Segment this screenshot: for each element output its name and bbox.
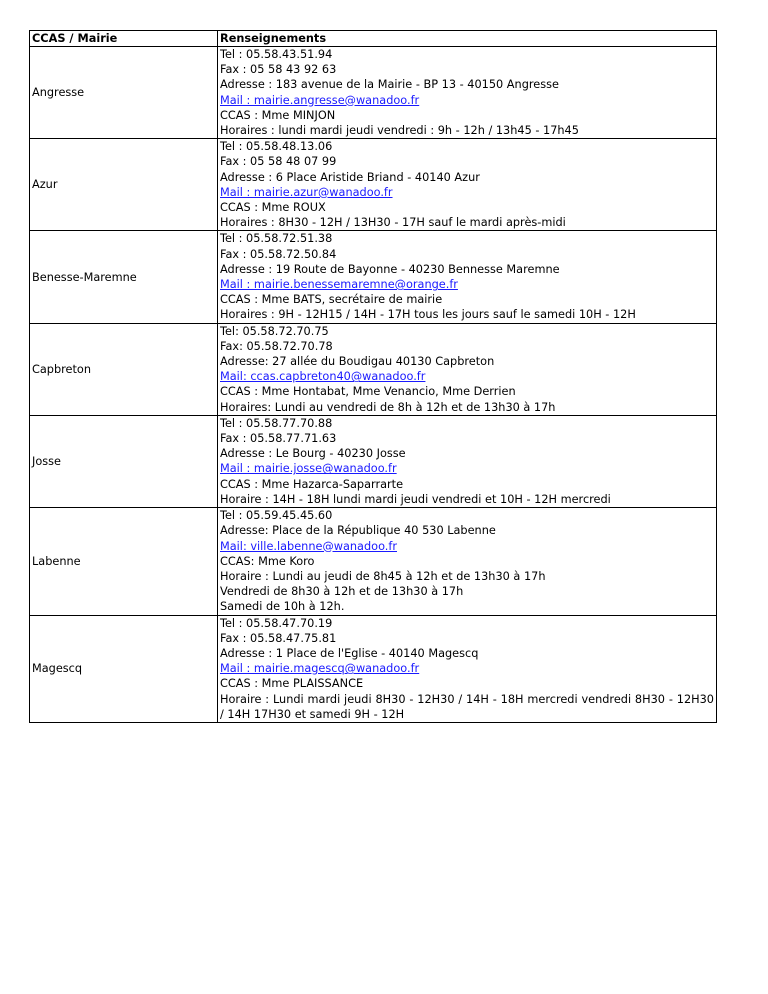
info-line: Fax : 05 58 48 07 99 (220, 155, 337, 169)
info-line: CCAS : Mme Hontabat, Mme Venancio, Mme Derrien (220, 385, 516, 399)
info-line: Adresse : 1 Place de l'Eglise - 40140 Magescq (220, 646, 479, 660)
renseignements-cell (218, 323, 717, 415)
info-line: CCAS : Mme ROUX (220, 201, 326, 215)
info-line: Adresse: Place de la République 40 530 Labenne (220, 524, 496, 538)
commune-name: Angresse (30, 47, 218, 139)
mail-link[interactable]: Mail : mairie.magescq@wanadoo.fr (220, 662, 420, 676)
info-line: Samedi de 10h à 12h. (220, 600, 345, 614)
info-line: Tel : 05.58.72.51.38 (220, 232, 333, 246)
info-line: Adresse : Le Bourg - 40230 Josse (220, 447, 406, 461)
table-header-row (30, 31, 717, 47)
info-line: CCAS : Mme Hazarca-Saparrarte (220, 477, 404, 491)
info-line: Horaire : Lundi mardi jeudi 8H30 - 12H30 / 14H - 18H mercredi vendredi 8H30 - 12H30 / 14H 17H30 et samedi 9H - 12H (220, 692, 714, 721)
mail-link[interactable]: Mail : mairie.josse@wanadoo.fr (220, 462, 397, 476)
info-line: CCAS : Mme MINJON (220, 108, 336, 122)
table-row (30, 508, 717, 615)
commune-name: Azur (30, 139, 218, 231)
renseignements-cell (218, 415, 717, 507)
table-row (30, 415, 717, 507)
info-line: Horaires : lundi mardi jeudi vendredi : 9h - 12h / 13h45 - 17h45 (220, 124, 579, 138)
table-row (30, 47, 717, 139)
info-line: Fax : 05 58 43 92 63 (220, 63, 337, 77)
header-ccas-mairie: CCAS / Mairie (30, 31, 218, 47)
info-line: Tel : 05.58.77.70.88 (220, 416, 333, 430)
info-line: Fax: 05.58.72.70.78 (220, 339, 333, 353)
mail-link[interactable]: Mail : mairie.benessemaremne@orange.fr (220, 278, 458, 292)
mail-link[interactable]: Mail : mairie.angresse@wanadoo.fr (220, 93, 420, 107)
info-line: Horaires: Lundi au vendredi de 8h à 12h et de 13h30 à 17h (220, 400, 556, 414)
info-line: CCAS : Mme PLAISSANCE (220, 677, 364, 691)
renseignements-cell (218, 231, 717, 323)
renseignements-cell (218, 47, 717, 139)
info-line: Horaire : Lundi au jeudi de 8h45 à 12h et de 13h30 à 17h (220, 569, 546, 583)
info-line: CCAS: Mme Koro (220, 554, 315, 568)
info-line: Horaire : 14H - 18H lundi mardi jeudi vendredi et 10H - 12H mercredi (220, 492, 611, 506)
info-line: Vendredi de 8h30 à 12h et de 13h30 à 17h (220, 585, 464, 599)
mail-link[interactable]: Mail : mairie.azur@wanadoo.fr (220, 185, 393, 199)
mail-link[interactable]: Mail: ville.labenne@wanadoo.fr (220, 539, 397, 553)
commune-name: Capbreton (30, 323, 218, 415)
info-line: CCAS : Mme BATS, secrétaire de mairie (220, 293, 443, 307)
renseignements-cell (218, 508, 717, 615)
table-row (30, 615, 717, 722)
info-line: Tel : 05.59.45.45.60 (220, 509, 333, 523)
info-line: Horaires : 9H - 12H15 / 14H - 17H tous les jours sauf le samedi 10H - 12H (220, 308, 636, 322)
info-line: Tel : 05.58.47.70.19 (220, 616, 333, 630)
info-line: Adresse : 183 avenue de la Mairie - BP 13 - 40150 Angresse (220, 78, 559, 92)
commune-name: Josse (30, 415, 218, 507)
info-line: Tel : 05.58.48.13.06 (220, 140, 333, 154)
info-line: Tel : 05.58.43.51.94 (220, 48, 333, 61)
commune-name: Benesse-Maremne (30, 231, 218, 323)
info-line: Adresse : 19 Route de Bayonne - 40230 Bennesse Maremne (220, 262, 560, 276)
table-row (30, 139, 717, 231)
info-line: Fax : 05.58.72.50.84 (220, 247, 337, 261)
info-line: Fax : 05.58.77.71.63 (220, 432, 337, 446)
info-line: Adresse : 6 Place Aristide Briand - 40140 Azur (220, 170, 480, 184)
info-line: Adresse: 27 allée du Boudigau 40130 Capbreton (220, 355, 495, 369)
commune-name: Labenne (30, 508, 218, 615)
mail-link[interactable]: Mail: ccas.capbreton40@wanadoo.fr (220, 370, 426, 384)
header-renseignements: Renseignements (218, 31, 717, 47)
table-row (30, 323, 717, 415)
table-row (30, 231, 717, 323)
info-line: Tel: 05.58.72.70.75 (220, 324, 329, 338)
renseignements-cell (218, 139, 717, 231)
commune-name: Magescq (30, 615, 218, 722)
ccas-table (29, 30, 717, 723)
renseignements-cell (218, 615, 717, 722)
table-body (30, 47, 717, 723)
info-line: Fax : 05.58.47.75.81 (220, 631, 337, 645)
info-line: Horaires : 8H30 - 12H / 13H30 - 17H sauf le mardi après-midi (220, 216, 566, 230)
